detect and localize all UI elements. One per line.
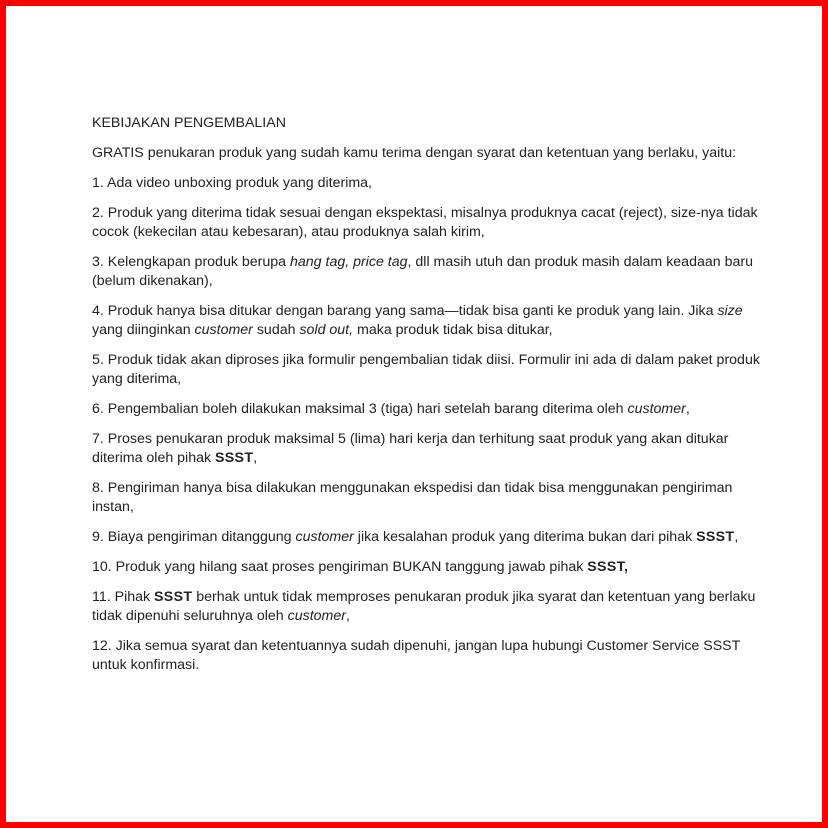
brand-name: SSST, <box>587 559 629 575</box>
policy-item-8: 8. Pengiriman hanya bisa dilakukan menggunakan ekspedisi dan tidak bisa menggunakan pengiriman instan, <box>92 480 733 515</box>
brand-name: SSST <box>696 529 735 545</box>
policy-item-2: 2. Produk yang diterima tidak sesuai dengan ekspektasi, misalnya produknya cacat (reject), size-nya tidak cocok (kekecilan atau kebesaran), atau produknya salah kirim, <box>92 205 758 240</box>
italic-term: customer <box>194 322 253 338</box>
policy-item-7: 7. Proses penukaran produk maksimal 5 (lima) hari kerja dan terhitung saat produk yang akan ditukar diterima oleh pihak SSST, <box>92 431 729 466</box>
brand-name: SSST <box>154 589 193 605</box>
policy-item-5: 5. Produk tidak akan diproses jika formulir pengembalian tidak diisi. Formulir ini ada di dalam paket produk yang diterima, <box>92 352 760 387</box>
italic-term: customer <box>287 608 346 624</box>
italic-term: sold out, <box>299 322 354 338</box>
return-policy-document <box>92 114 772 686</box>
policy-item-4: 4. Produk hanya bisa ditukar dengan barang yang sama—tidak bisa ganti ke produk yang lain. Jika size yang diinginkan customer sudah sold out, maka produk tidak bisa ditukar, <box>92 303 743 338</box>
brand-name: SSST <box>215 450 254 466</box>
italic-term: hang tag, price tag <box>290 254 408 270</box>
policy-item-6: 6. Pengembalian boleh dilakukan maksimal 3 (tiga) hari setelah barang diterima oleh customer, <box>92 401 690 417</box>
italic-term: customer <box>295 529 354 545</box>
italic-term: customer <box>627 401 686 417</box>
policy-item-12: 12. Jika semua syarat dan ketentuannya sudah dipenuhi, jangan lupa hubungi Customer Service SSST untuk konfirmasi. <box>92 638 741 673</box>
policy-intro: GRATIS penukaran produk yang sudah kamu terima dengan syarat dan ketentuan yang berlaku, yaitu: <box>92 145 737 161</box>
policy-title: KEBIJAKAN PENGEMBALIAN <box>92 115 286 131</box>
italic-term: size <box>717 303 743 319</box>
policy-item-1: 1. Ada video unboxing produk yang diterima, <box>92 175 372 191</box>
policy-item-11: 11. Pihak SSST berhak untuk tidak memproses penukaran produk jika syarat dan ketentuan yang berlaku tidak dipenuhi seluruhnya oleh customer, <box>92 589 756 624</box>
policy-item-3: 3. Kelengkapan produk berupa hang tag, price tag, dll masih utuh dan produk masih dalam keadaan baru (belum dikenakan), <box>92 254 753 289</box>
policy-item-10: 10. Produk yang hilang saat proses pengiriman BUKAN tanggung jawab pihak SSST, <box>92 559 629 575</box>
policy-item-9: 9. Biaya pengiriman ditanggung customer jika kesalahan produk yang diterima bukan dari pihak SSST, <box>92 529 739 545</box>
